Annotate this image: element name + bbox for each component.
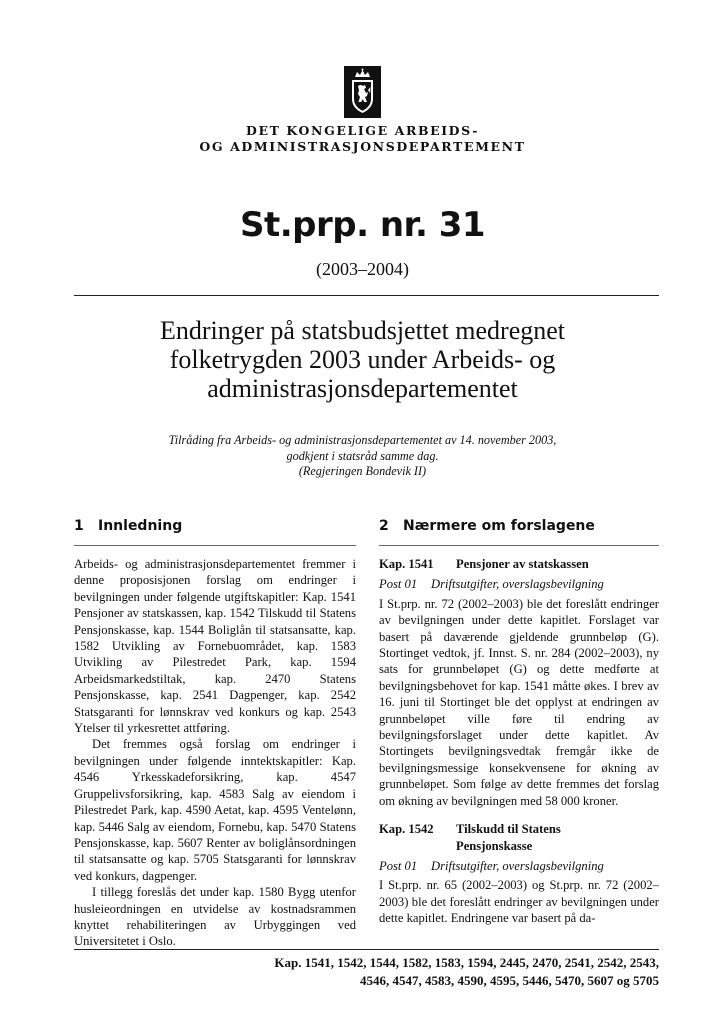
right-column [379, 516, 659, 927]
department-line-1: DET KONGELIGE ARBEIDS- [246, 123, 479, 138]
section-divider [74, 545, 356, 546]
post-number: Post 01 [379, 577, 418, 592]
left-column [74, 516, 356, 950]
footer-line: 4546, 4547, 4583, 4590, 4595, 5446, 5470, 5607 og 5705 [360, 973, 659, 988]
chapter-number: Kap. 1541 [379, 557, 434, 571]
document-number: St.prp. nr. 31 [239, 205, 486, 245]
chapter-name [456, 821, 561, 854]
chapter-name-line: Pensjonskasse [456, 838, 533, 853]
recommendation-note [0, 433, 725, 480]
post-heading [379, 576, 659, 592]
footer-line: Kap. 1541, 1542, 1544, 1582, 1583, 1594, 2445, 2470, 2541, 2542, 2543, [274, 955, 659, 970]
title-line: administrasjonsdepartementet [207, 374, 518, 403]
section-number: 2 [379, 518, 389, 534]
post-number: Post 01 [379, 858, 418, 873]
coat-of-arms-logo [344, 66, 381, 118]
section-divider [379, 545, 659, 546]
chapter-name-line: Tilskudd til Statens [456, 822, 561, 837]
title-line: folketrygden 2003 under Arbeids- og [169, 345, 556, 374]
recommendation-line: godkjent i statsråd samme dag. [286, 448, 439, 463]
paragraph: Arbeids- og administrasjonsdepartementet fremmer i denne proposisjonen forslag om endringer i bevilgningen under følgende utgiftskapitler: Kap. 1541 Pensjoner av statskassen, kap. 1542 Tilskudd til Statens Pensjonskasse, kap. 1544 Boliglån til statsansatte, kap. 1582 Utvikling av Fornebuområdet, kap. 1583 Utvikling av Pilestredet Park, kap. 1594 Arbeidsmarkedstiltak, kap. 2470 Statens Pensjonskasse, kap. 2541 Dagpenger, kap. 2542 Statsgaranti for lønnskrav ved konkurs og kap. 2543 Ytelser til yrkesrettet attføring. [74, 557, 356, 736]
section-title: Nærmere om forslagene [403, 518, 595, 534]
section-number: 1 [74, 518, 84, 534]
section-heading-innledning [74, 516, 356, 536]
divider-top [74, 295, 659, 296]
document-year: (2003–2004) [316, 259, 409, 279]
paragraph: Det fremmes også forslag om endringer i bevilgningen under følgende inntektskapitler: Kap. 4546 Yrkesskadeforsikring, kap. 4547 Gruppelivsforsikring, kap. 4583 Salg av eiendom i Pilestredet Park, kap. 4590 Aetat, kap. 4595 Ventelønn, kap. 5446 Salg av eiendom, Fornebu, kap. 5470 Statens Pensjonskasse, kap. 5607 Renter av boliglånsordningen til statsansatte og kap. 5705 Statsgaranti for lønnskrav ved konkurs, dagpenger. [74, 737, 356, 883]
department-name [0, 123, 725, 155]
paragraph: I St.prp. nr. 72 (2002–2003) ble det foreslått endringer av bevilgningen under dette kapitlet. Forslaget var basert på daværende gjeldende grunnbeløp (G). Stortinget vedtok, jf. Innst. S. nr. 284 (2002–2003), ny sats for grunnbeløpet (G) og dette medførte at bevilgningsbehovet for kap. 1541 måtte økes. I brev av 16. juni til Stortinget ble det opplyst at endringen av grunnbeløpet ville føre til endring av bevilgningsforslaget under dette kapitlet. Av Stortingets bevilgningsvedtak fremgår ikke de bevilgningsmessige konsekvensene for økning av grunnbeløpet. Som følge av dette fremmes det forslag om økning av bevilgningen med 58 000 kroner. [379, 596, 659, 808]
chapter-heading-1542 [379, 821, 659, 854]
post-heading [379, 858, 659, 874]
chapter-name: Pensjoner av statskassen [456, 557, 589, 571]
chapter-number: Kap. 1542 [379, 822, 434, 837]
footer-chapter-list [160, 954, 659, 990]
recommendation-line: Tilråding fra Arbeids- og administrasjonsdepartementet av 14. november 2003, [168, 433, 557, 447]
paragraph: I St.prp. nr. 65 (2002–2003) og St.prp. nr. 72 (2002–2003) ble det foreslått endringer av bevilgningen under dette kapitlet. Endringene var basert på da- [379, 878, 659, 926]
title-line: Endringer på statsbudsjettet medregnet [159, 316, 566, 345]
recommendation-line: (Regjeringen Bondevik II) [298, 464, 427, 478]
department-line-2: OG ADMINISTRASJONSDEPARTEMENT [199, 139, 526, 154]
section-heading-forslagene [379, 516, 659, 536]
section-title: Innledning [98, 518, 183, 534]
paragraph: I tillegg foreslås det under kap. 1580 Bygg utenfor husleieordningen en utvidelse av kostnadsrammen knyttet rehabiliteringen av Urbyggingen ved Universitetet i Oslo. [74, 885, 356, 949]
page-title [0, 316, 725, 403]
post-name: Driftsutgifter, overslagsbevilgning [431, 577, 604, 592]
chapter-heading-1541 [379, 556, 659, 572]
divider-bottom [74, 949, 659, 950]
post-name: Driftsutgifter, overslagsbevilgning [431, 858, 604, 873]
